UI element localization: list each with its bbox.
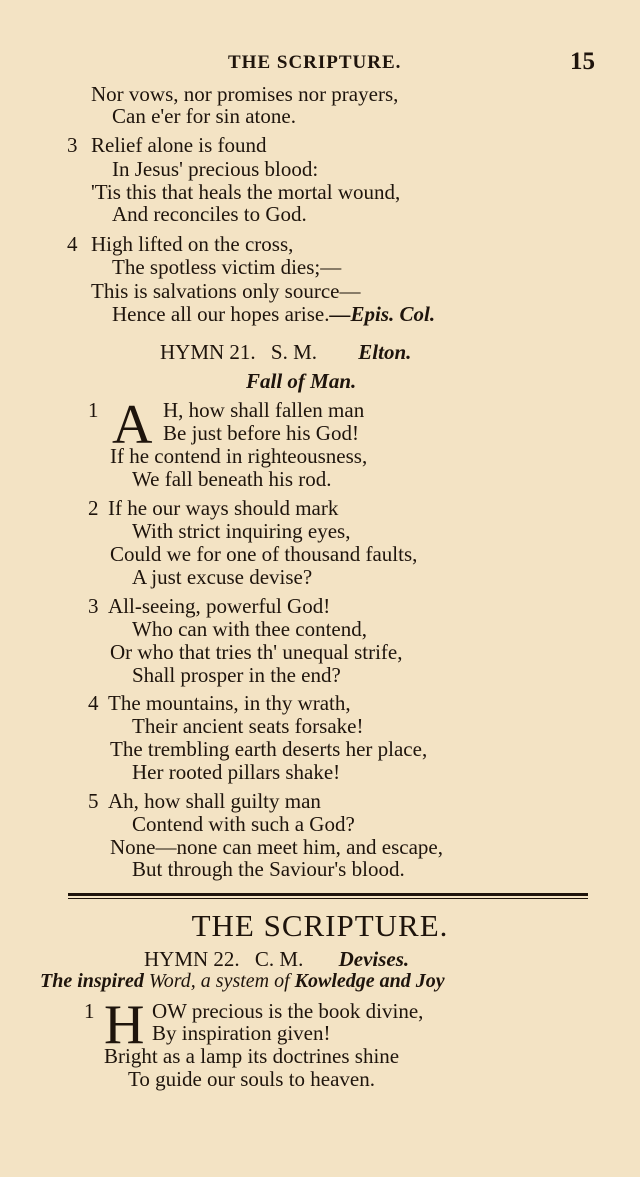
verse-line: Can e'er for sin atone. xyxy=(112,104,296,128)
verse-number: 3 xyxy=(67,133,78,157)
verse-line: Could we for one of thousand faults, xyxy=(110,542,418,566)
verse-line: 3 All-seeing, powerful God! xyxy=(88,594,331,618)
page-number: 15 xyxy=(570,48,595,75)
verse-line: Nor vows, nor promises nor prayers, xyxy=(91,82,399,106)
verse-line: 4 High lifted on the cross, xyxy=(67,232,294,256)
hymn-heading xyxy=(144,947,409,972)
verse-line: The trembling earth deserts her place, xyxy=(110,737,428,761)
verse-line: None—none can meet him, and escape, xyxy=(110,835,443,859)
verse-line: OW precious is the book divine, xyxy=(152,999,424,1023)
drop-cap: A xyxy=(112,394,153,456)
hymn-heading xyxy=(160,340,411,365)
hymn-subject: The inspired Word, a system of Kowledge and Joy xyxy=(40,970,445,992)
verse-number: 3 xyxy=(88,594,99,618)
verse-line: Be just before his God! xyxy=(163,421,359,445)
verse-line: And reconciles to God. xyxy=(112,202,307,226)
verse-line: Her rooted pillars shake! xyxy=(132,760,341,784)
verse-line: 2 If he our ways should mark xyxy=(88,496,339,520)
drop-cap: H xyxy=(104,994,145,1056)
section-divider-thick xyxy=(68,893,588,896)
hymn-number: HYMN 22. xyxy=(144,947,240,971)
verse-line: Contend with such a God? xyxy=(132,812,355,836)
verse-line: If he contend in righteousness, xyxy=(110,444,368,468)
verse-number: 4 xyxy=(67,232,78,256)
verse-number: 2 xyxy=(88,496,99,520)
verse-line: 'Tis this that heals the mortal wound, xyxy=(91,180,401,204)
verse-line: A just excuse devise? xyxy=(132,565,313,589)
attribution: —Epis. Col. xyxy=(329,302,436,326)
verse-line: 5 Ah, how shall guilty man xyxy=(88,789,321,813)
verse-line: Hence all our hopes arise.—Epis. Col. xyxy=(112,302,436,326)
verse-line: 4 The mountains, in thy wrath, xyxy=(88,691,351,715)
verse-number: 1 xyxy=(88,398,99,422)
hymn-meter: S. M. xyxy=(270,340,318,364)
verse-line: Bright as a lamp its doctrines shine xyxy=(104,1044,400,1068)
verse-line: Shall prosper in the end? xyxy=(132,663,341,687)
verse-line: The spotless victim dies;— xyxy=(112,255,342,279)
verse-line: But through the Saviour's blood. xyxy=(132,857,405,881)
verse-number: 5 xyxy=(88,789,99,813)
verse-line: By inspiration given! xyxy=(152,1021,331,1045)
verse-line: With strict inquiring eyes, xyxy=(132,519,351,543)
hymn-subject: Fall of Man. xyxy=(246,369,357,393)
verse-line: Their ancient seats forsake! xyxy=(132,714,364,738)
hymn-meter: C. M. xyxy=(254,947,304,971)
verse-line: We fall beneath his rod. xyxy=(132,467,332,491)
page-header xyxy=(0,48,640,78)
verse-line: In Jesus' precious blood: xyxy=(112,157,319,181)
verse-line: 3 Relief alone is found xyxy=(67,133,267,157)
verse-line: Who can with thee contend, xyxy=(132,617,367,641)
running-title: THE SCRIPTURE. xyxy=(228,52,402,73)
hymn-tune: Devises. xyxy=(338,947,410,971)
verse-line: To guide our souls to heaven. xyxy=(128,1067,375,1091)
verse-number: 4 xyxy=(88,691,99,715)
verse-number: 1 xyxy=(84,999,95,1023)
verse-line: H, how shall fallen man xyxy=(163,398,365,422)
hymn-tune: Elton. xyxy=(358,340,412,364)
verse-line: Or who that tries th' unequal strife, xyxy=(110,640,403,664)
section-divider-thin xyxy=(68,898,588,899)
section-title: THE SCRIPTURE. xyxy=(191,908,449,943)
verse-line: This is salvations only source— xyxy=(91,279,361,303)
hymn-number: HYMN 21. xyxy=(160,340,256,364)
